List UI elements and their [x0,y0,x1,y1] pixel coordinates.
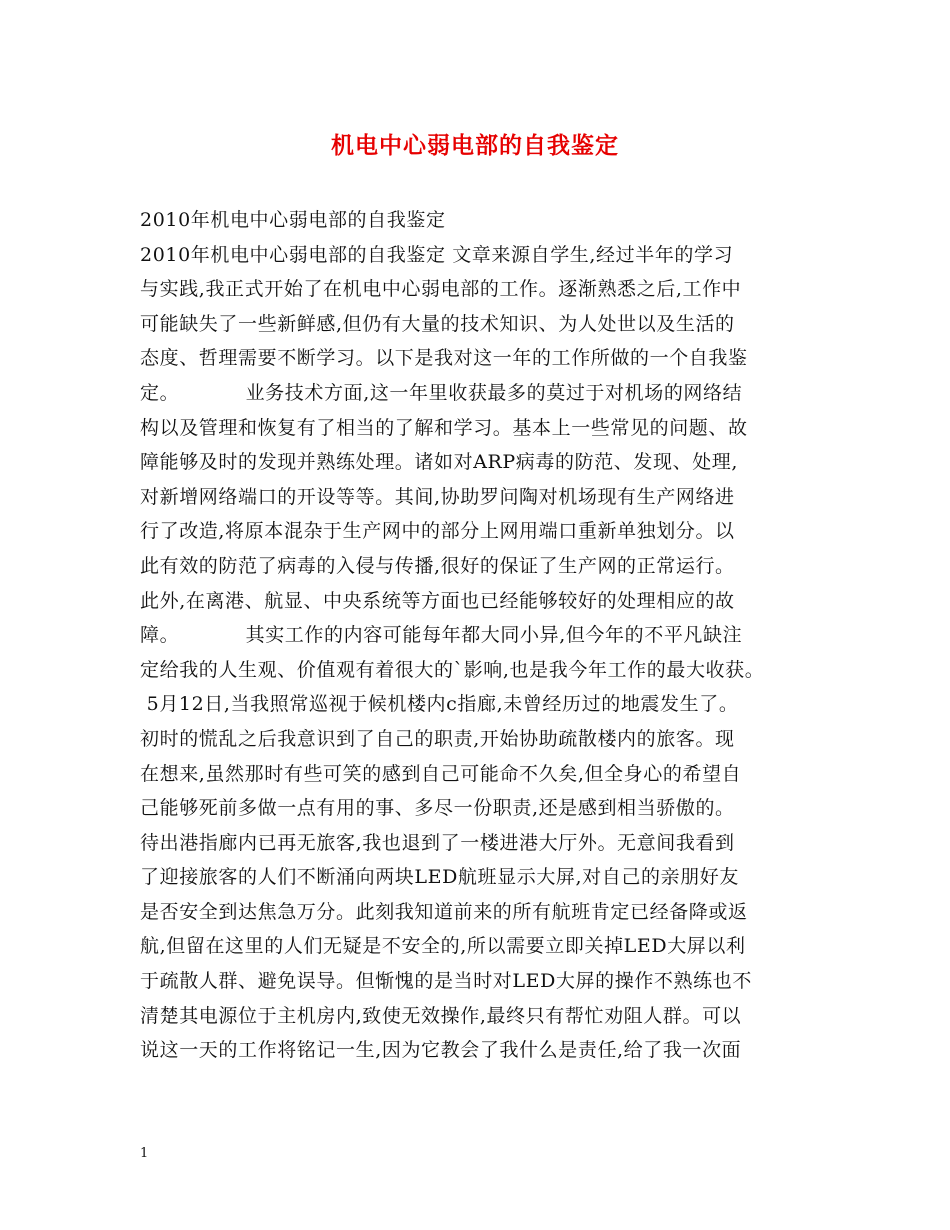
body-line: 航,但留在这里的人们无疑是不安全的,所以需要立即关掉LED大屏以利 [140,935,746,958]
document-body [140,203,820,1068]
body-line: 了迎接旅客的人们不断涌向两块LED航班显示大屏,对自己的亲朋好友 [140,866,739,889]
body-line: 在想来,虽然那时有些可笑的感到自己可能命不久矣,但全身心的希望自 [140,762,742,785]
body-line: 待出港指廊内已再无旅客,我也退到了一楼进港大厅外。无意间我看到 [140,831,735,854]
body-line: 态度、哲理需要不断学习。以下是我对这一年的工作所做的一个自我鉴 [140,347,748,370]
body-line: 此外,在离港、航显、中央系统等方面也已经能够较好的处理相应的故 [140,589,735,612]
body-line: 定。 业务技术方面,这一年里收获最多的莫过于对机场的网络结 [140,381,743,404]
document-title: 机电中心弱电部的自我鉴定 [331,132,619,159]
body-line: 说这一天的工作将铭记一生,因为它教会了我什么是责任,给了我一次面 [140,1039,742,1062]
body-line: 2010年机电中心弱电部的自我鉴定 文章来源自学生,经过半年的学习 [140,243,734,266]
body-line: 行了改造,将原本混杂于生产网中的部分上网用端口重新单独划分。以 [140,520,735,543]
body-line: 可能缺失了一些新鲜感,但仍有大量的技术知识、为人处世以及生活的 [140,312,735,335]
body-line: 与实践,我正式开始了在机电中心弱电部的工作。逐渐熟悉之后,工作中 [140,278,742,301]
body-line: 对新增网络端口的开设等等。其间,协助罗问陶对机场现有生产网络进 [140,485,735,508]
body-line: 是否安全到达焦急万分。此刻我知道前来的所有航班肯定已经备降或返 [140,900,748,923]
body-line: 5月12日,当我照常巡视于候机楼内c指廊,未曾经历过的地震发生了。 [140,693,739,716]
body-line: 初时的慌乱之后我意识到了自己的职责,开始协助疏散楼内的旅客。现 [140,727,735,750]
body-line: 2010年机电中心弱电部的自我鉴定 [140,209,446,231]
body-line: 构以及管理和恢复有了相当的了解和学习。基本上一些常见的问题、故 [140,416,748,439]
page-number: 1 [140,1146,149,1161]
body-line: 于疏散人群、避免误导。但惭愧的是当时对LED大屏的操作不熟练也不 [140,970,752,993]
body-line: 清楚其电源位于主机房内,致使无效操作,最终只有帮忙劝阻人群。可以 [140,1004,742,1027]
body-line: 己能够死前多做一点有用的事、多尽一份职责,还是感到相当骄傲的。 [140,797,735,820]
body-line: 此有效的防范了病毒的入侵与传播,很好的保证了生产网的正常运行。 [140,554,735,577]
body-line: 障能够及时的发现并熟练处理。诸如对ARP病毒的防范、发现、处理, [140,451,739,474]
body-line: 定给我的人生观、价值观有着很大的`影响,也是我今年工作的最大收获。 [140,658,765,681]
body-line: 障。 其实工作的内容可能每年都大同小异,但今年的不平凡缺注 [140,624,743,647]
